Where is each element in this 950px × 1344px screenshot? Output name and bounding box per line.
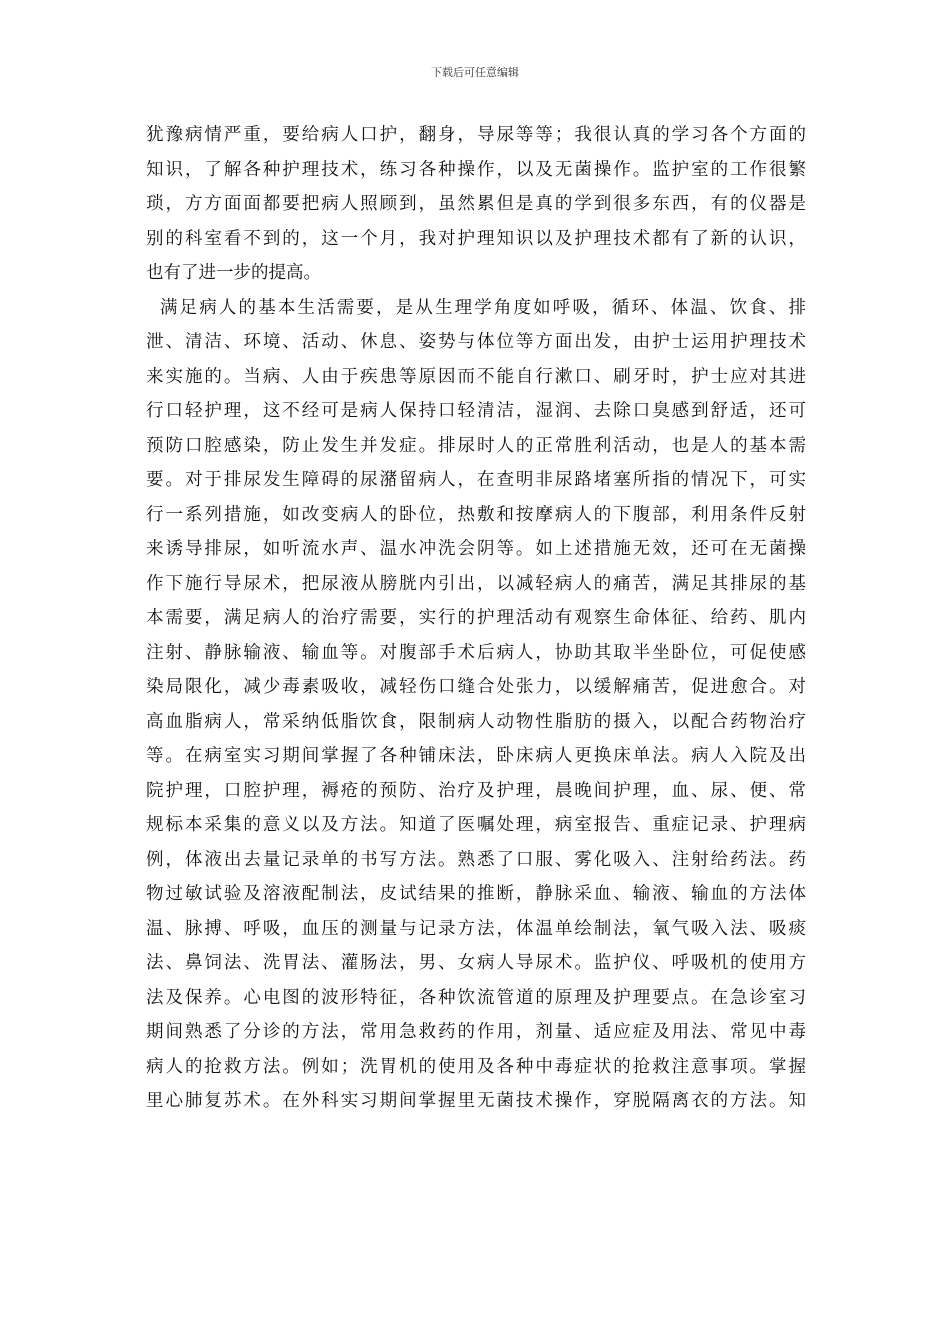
text-line: 来诱导排尿，如听流水声、温水冲洗会阴等。如上述措施无效，还可在无菌操: [146, 539, 806, 559]
text-line: 别的科室看不到的，这一个月，我对护理知识以及护理技术都有了新的认识，: [146, 228, 806, 249]
document-body: [146, 118, 806, 1119]
text-line: 行一系列措施，如改变病人的卧位，热敷和按摩病人的下腹部，利用条件反射: [146, 504, 806, 525]
text-line: 行口轻护理，这不经可是病人保持口轻清洁，湿润、去除口臭感到舒适，还可: [146, 401, 806, 421]
text-line: 作下施行导尿术，把尿液从膀胱内引出，以减轻病人的痛苦，满足其排尿的基: [146, 573, 806, 594]
text-line: 预防口腔感染，防止发生并发症。排尿时人的正常胜利活动，也是人的基本需: [146, 435, 806, 456]
text-line: 物过敏试验及溶液配制法，皮试结果的推断，静脉采血、输液、输血的方法体: [146, 884, 806, 904]
text-line: 里心肺复苏术。在外科实习期间掌握里无菌技术操作，穿脱隔离衣的方法。知: [146, 1091, 806, 1111]
text-line: 本需要，满足病人的治疗需要，实行的护理活动有观察生命体征、给药、肌内: [146, 608, 806, 628]
text-line: 注射、静脉输液、输血等。对腹部手术后病人，协助其取半坐卧位，可促使感: [146, 642, 806, 663]
text-line: 期间熟悉了分诊的方法，常用急救药的作用，剂量、适应症及用法、常见中毒: [146, 1022, 806, 1042]
text-line: 法、鼻饲法、洗胃法、灌肠法，男、女病人导尿术。监护仪、呼吸机的使用方: [146, 953, 806, 973]
text-line: 知识，了解各种护理技术，练习各种操作，以及无菌操作。监护室的工作很繁: [146, 159, 806, 180]
text-line: 温、脉搏、呼吸，血压的测量与记录方法，体温单绘制法，氧气吸入法、吸痰: [146, 918, 806, 939]
page-header: 下载后可任意编辑: [431, 66, 519, 79]
text-line: 例，体液出去量记录单的书写方法。熟悉了口服、雾化吸入、注射给药法。药: [146, 849, 806, 870]
paragraph-first-line: 满足病人的基本生活需要，是从生理学角度如呼吸，循环、体温、饮食、排: [160, 297, 806, 318]
text-line: 犹豫病情严重，要给病人口护，翻身，导尿等等；我很认真的学习各个方面的: [146, 125, 806, 145]
text-line: 法及保养。心电图的波形特征，各种饮流管道的原理及护理要点。在急诊室习: [146, 987, 806, 1008]
text-line: 等。在病室实习期间掌握了各种铺床法，卧床病人更换床单法。病人入院及出: [146, 746, 806, 766]
text-line: 也有了进一步的提高。: [146, 263, 321, 283]
text-line: 病人的抢救方法。例如；洗胃机的使用及各种中毒症状的抢救注意事项。掌握: [146, 1056, 806, 1077]
text-line: 要。对于排尿发生障碍的尿潴留病人，在查明非尿路堵塞所指的情况下，可实: [146, 470, 806, 490]
text-line: 来实施的。当病、人由于疾患等原因而不能自行漱口、刷牙时，护士应对其进: [146, 366, 806, 387]
text-line: 院护理，口腔护理，褥疮的预防、治疗及护理，晨晚间护理，血、尿、便、常: [146, 780, 806, 801]
text-line: 染局限化，减少毒素吸收，减轻伤口缝合处张力，以缓解痛苦，促进愈合。对: [146, 677, 806, 697]
text-line: 高血脂病人，常采纳低脂饮食，限制病人动物性脂肪的摄入，以配合药物治疗: [146, 711, 806, 732]
text-line: 琐，方方面面都要把病人照顾到，虽然累但是真的学到很多东西，有的仪器是: [146, 194, 806, 214]
text-line: 泄、清洁、环境、活动、休息、姿势与体位等方面出发，由护士运用护理技术: [146, 332, 806, 352]
text-line: 规标本采集的意义以及方法。知道了医嘱处理，病室报告、重症记录、护理病: [146, 815, 806, 835]
